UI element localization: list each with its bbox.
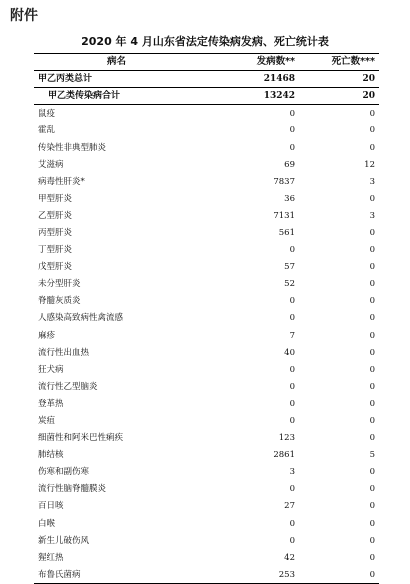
cases-cell: 561 [278, 227, 295, 238]
cases-cell: 52 [284, 279, 295, 290]
deaths-cell: 0 [369, 501, 375, 512]
disease-name-cell: 病毒性肝炎* [38, 176, 85, 187]
disease-name-cell: 登革热 [38, 398, 64, 409]
total-deaths: 20 [299, 71, 379, 88]
deaths-cell: 0 [369, 364, 375, 375]
cases-cell: 7131 [273, 210, 295, 221]
cases-cell: 7 [289, 330, 295, 341]
disease-name-cell: 新生儿破伤风 [38, 535, 90, 546]
table-row [34, 464, 379, 481]
deaths-cell: 0 [369, 193, 375, 204]
disease-name-cell: 流行性乙型脑炎 [38, 381, 98, 392]
table-row [34, 190, 379, 207]
disease-name-cell: 霍乱 [38, 125, 56, 136]
deaths-cell: 0 [369, 518, 375, 529]
deaths-cell: 0 [369, 535, 375, 546]
cases-cell: 0 [289, 364, 295, 375]
table-row [34, 310, 379, 327]
cases-cell: 0 [289, 381, 295, 392]
disease-name-cell: 麻疹 [38, 330, 56, 341]
disease-name-cell: 炭疽 [38, 416, 56, 427]
disease-name-cell: 丁型肝炎 [38, 245, 73, 256]
table-row [34, 293, 379, 310]
deaths-cell: 0 [369, 381, 375, 392]
column-header-disease: 病名 [34, 54, 199, 71]
deaths-cell: 0 [369, 296, 375, 307]
table-row [34, 361, 379, 378]
table-row [34, 395, 379, 412]
disease-name-cell: 白喉 [38, 518, 56, 529]
disease-name-cell: 流行性出血热 [38, 347, 90, 358]
deaths-cell: 0 [369, 467, 375, 478]
table-header-row [34, 54, 379, 71]
disease-name-cell: 未分型肝炎 [38, 279, 81, 290]
cases-cell: 69 [284, 159, 295, 170]
deaths-cell: 12 [364, 159, 375, 170]
subtotal-deaths: 20 [299, 88, 379, 105]
deaths-cell: 0 [369, 398, 375, 409]
cases-cell: 2861 [273, 450, 295, 461]
cases-cell: 7837 [273, 176, 295, 187]
deaths-cell: 0 [369, 330, 375, 341]
disease-name-cell: 细菌性和阿米巴性痢疾 [38, 433, 124, 444]
deaths-cell: 3 [369, 176, 375, 187]
deaths-cell: 0 [369, 347, 375, 358]
cases-cell: 27 [284, 501, 295, 512]
table-row [34, 173, 379, 190]
disease-name-cell: 猩红热 [38, 552, 64, 563]
deaths-cell: 0 [299, 566, 379, 583]
deaths-cell: 0 [369, 262, 375, 273]
table-row [34, 447, 379, 464]
deaths-cell: 0 [369, 108, 375, 119]
cases-cell: 0 [289, 398, 295, 409]
disease-name-cell: 肺结核 [38, 450, 64, 461]
table-row [34, 430, 379, 447]
disease-name-cell: 甲型肝炎 [38, 193, 73, 204]
disease-stats-table [34, 53, 379, 584]
table-row [34, 156, 379, 173]
table-row [34, 242, 379, 259]
table-row [34, 566, 379, 583]
deaths-cell: 0 [369, 484, 375, 495]
disease-name-cell: 丙型肝炎 [38, 227, 73, 238]
disease-name-cell: 伤寒和副伤寒 [38, 467, 90, 478]
cases-cell: 42 [284, 552, 295, 563]
deaths-cell: 3 [369, 210, 375, 221]
cases-cell: 36 [284, 193, 295, 204]
cases-cell: 40 [284, 347, 295, 358]
table-row [34, 122, 379, 139]
disease-name-cell: 流行性脑脊髓膜炎 [38, 484, 107, 495]
cases-cell: 0 [289, 313, 295, 324]
deaths-cell: 0 [369, 313, 375, 324]
cases-cell: 0 [289, 535, 295, 546]
table-row [34, 532, 379, 549]
disease-name-cell: 艾滋病 [38, 159, 64, 170]
document-title: 2020 年 4 月山东省法定传染病发病、死亡统计表 [81, 35, 329, 48]
table-row [34, 515, 379, 532]
disease-name-cell: 脊髓灰质炎 [38, 296, 81, 307]
deaths-cell: 0 [369, 245, 375, 256]
table-row [34, 139, 379, 156]
table-row [34, 259, 379, 276]
disease-name-cell: 鼠疫 [38, 108, 56, 119]
subtotal-label: 甲乙类传染病合计 [34, 88, 199, 105]
cases-cell: 0 [289, 108, 295, 119]
column-header-deaths: 死亡数*** [299, 54, 379, 71]
table-row [34, 207, 379, 224]
table-row [34, 549, 379, 566]
disease-name-cell: 百日咳 [38, 501, 64, 512]
subtotal-row [34, 88, 379, 105]
deaths-cell: 0 [369, 279, 375, 290]
column-header-cases: 发病数** [199, 54, 299, 71]
deaths-cell: 5 [369, 450, 375, 461]
cases-cell: 253 [199, 566, 299, 583]
cases-cell: 0 [289, 245, 295, 256]
cases-cell: 0 [289, 518, 295, 529]
total-cases: 21468 [199, 71, 299, 88]
table-row [34, 412, 379, 429]
disease-name-cell: 狂犬病 [38, 364, 64, 375]
cases-cell: 3 [289, 467, 295, 478]
table-row [34, 327, 379, 344]
cases-cell: 0 [289, 416, 295, 427]
cases-cell: 0 [289, 125, 295, 136]
cases-cell: 123 [278, 433, 295, 444]
table-row [34, 378, 379, 395]
table-row [34, 105, 379, 122]
disease-name-cell: 传染性非典型肺炎 [38, 142, 107, 153]
deaths-cell: 0 [369, 552, 375, 563]
deaths-cell: 0 [369, 433, 375, 444]
subtotal-cases: 13242 [199, 88, 299, 105]
deaths-cell: 0 [369, 227, 375, 238]
cases-cell: 0 [289, 484, 295, 495]
disease-name-cell: 戊型肝炎 [38, 262, 73, 273]
cases-cell: 0 [289, 142, 295, 153]
deaths-cell: 0 [369, 416, 375, 427]
total-row [34, 71, 379, 88]
cases-cell: 57 [284, 262, 295, 273]
deaths-cell: 0 [369, 142, 375, 153]
table-row [34, 276, 379, 293]
table-row [34, 224, 379, 241]
cases-cell: 0 [289, 296, 295, 307]
table-row [34, 344, 379, 361]
table-row [34, 498, 379, 515]
attachment-label: 附件 [10, 8, 38, 24]
disease-name-cell: 人感染高致病性禽流感 [38, 313, 124, 324]
disease-name-cell: 布鲁氏菌病 [34, 566, 199, 583]
total-label: 甲乙丙类总计 [34, 71, 199, 88]
table-row [34, 481, 379, 498]
disease-name-cell: 乙型肝炎 [38, 210, 73, 221]
deaths-cell: 0 [369, 125, 375, 136]
